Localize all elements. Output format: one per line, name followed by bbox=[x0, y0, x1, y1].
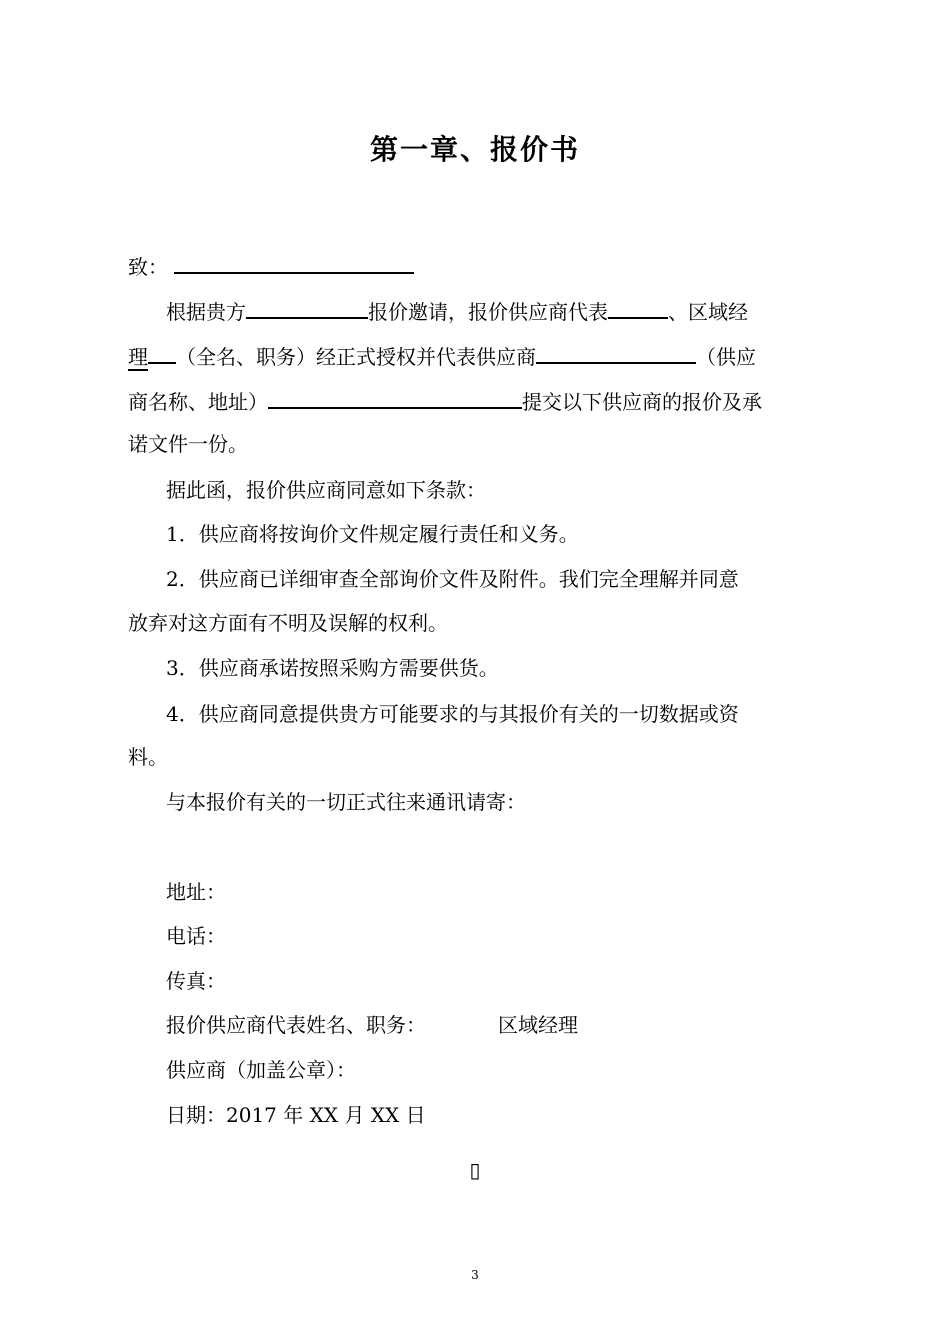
para1-blank-3 bbox=[148, 342, 176, 364]
para1-text-1: 根据贵方 bbox=[166, 300, 246, 324]
para1-text-3: 、区域经 bbox=[668, 300, 748, 324]
item-3: 3．供应商承诺按照采购方需要供货。 bbox=[166, 656, 499, 680]
item-1: 1．供应商将按询价文件规定履行责任和义务。 bbox=[166, 522, 579, 546]
item-2-cont: 放弃对这方面有不明及误解的权利。 bbox=[128, 611, 448, 635]
contact-phone: 电话： bbox=[166, 924, 226, 948]
contact-rep bbox=[166, 1011, 578, 1039]
para1-line1 bbox=[166, 297, 748, 326]
para1-line2 bbox=[128, 342, 756, 371]
contact-intro: 与本报价有关的一切正式往来通讯请寄： bbox=[166, 790, 526, 814]
to-blank bbox=[174, 252, 414, 274]
contact-address: 地址： bbox=[166, 880, 226, 904]
contact-rep-value: 区域经理 bbox=[498, 1013, 578, 1037]
para1-blank-4 bbox=[536, 342, 696, 364]
para1-line4: 诺文件一份。 bbox=[128, 432, 248, 456]
contact-supplier: 供应商（加盖公章）： bbox=[166, 1058, 356, 1082]
to-line bbox=[128, 252, 414, 281]
para1-blank-2 bbox=[608, 297, 668, 319]
para1-blank-1 bbox=[246, 297, 368, 319]
item-2: 2．供应商已详细审查全部询价文件及附件。我们完全理解并同意 bbox=[166, 567, 739, 591]
contact-rep-label: 报价供应商代表姓名、职务： bbox=[166, 1013, 426, 1037]
item-4-cont: 料。 bbox=[128, 745, 168, 769]
para1-text-4: 理 bbox=[128, 345, 148, 369]
para1-text-6: （供应 bbox=[696, 345, 756, 369]
para2: 据此函，报价供应商同意如下条款： bbox=[166, 478, 486, 502]
para1-text-5: （全名、职务）经正式授权并代表供应商 bbox=[176, 345, 536, 369]
para1-text-7: 商名称、地址） bbox=[128, 390, 268, 414]
placeholder-glyph: ▯ bbox=[469, 1158, 481, 1182]
to-label: 致： bbox=[128, 255, 168, 279]
contact-date: 日期：2017 年 XX 月 XX 日 bbox=[166, 1103, 426, 1127]
para1-text-2: 报价邀请，报价供应商代表 bbox=[368, 300, 608, 324]
para1-text-8: 提交以下供应商的报价及承 bbox=[522, 390, 762, 414]
contact-fax: 传真： bbox=[166, 969, 226, 993]
para1-line3 bbox=[128, 387, 762, 416]
item-4: 4．供应商同意提供贵方可能要求的与其报价有关的一切数据或资 bbox=[166, 702, 739, 726]
page-title: 第一章、报价书 bbox=[369, 133, 580, 166]
para1-blank-5 bbox=[268, 387, 522, 409]
page-number: 3 bbox=[471, 1268, 479, 1282]
